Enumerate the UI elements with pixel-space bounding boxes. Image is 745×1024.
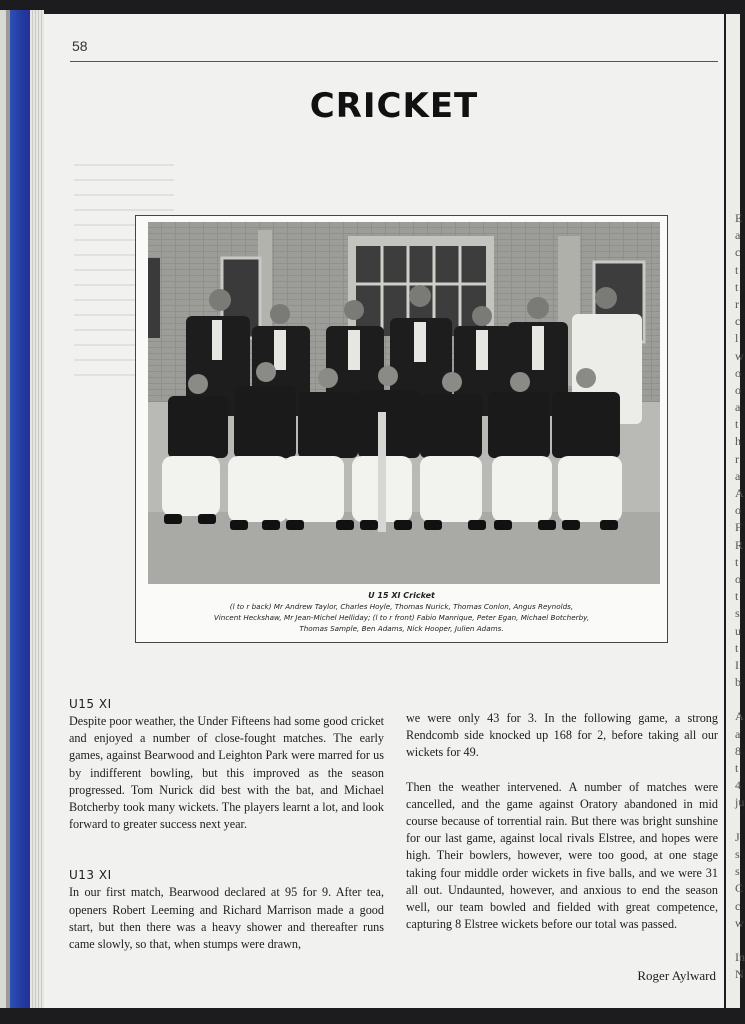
next-page-fragment: N bbox=[735, 967, 744, 982]
next-page-fragment: o bbox=[735, 571, 741, 586]
team-photo-frame bbox=[135, 215, 668, 643]
next-page-fragment: t bbox=[735, 589, 739, 604]
next-page-fragment: In bbox=[735, 950, 745, 965]
next-page-fragment: J bbox=[735, 829, 740, 844]
next-page-fragment: o bbox=[735, 365, 741, 380]
next-page-fragment: a bbox=[735, 400, 741, 415]
next-page-fragment: ju bbox=[735, 795, 745, 810]
next-page-fragment: a bbox=[735, 228, 741, 243]
next-page-edge bbox=[726, 14, 745, 1008]
next-page-fragment: s bbox=[735, 846, 740, 861]
next-page-fragment: t bbox=[735, 262, 739, 277]
next-page-fragment: E bbox=[735, 211, 743, 225]
u13-paragraph: In our first match, Bearwood declared at 95 for 9. After tea, openers Robert Leeming and Richard Marrison made a good start, but then there was a heavy shower and thereafter runs came slowly, so that, when stumps were drawn, bbox=[69, 885, 384, 952]
next-page-fragment: b bbox=[735, 675, 741, 690]
caption-title: U 15 XI Cricket bbox=[368, 591, 435, 600]
right-paragraph-2: Then the weather intervened. A number of matches were cancelled, and the game against Oratory abandoned in mid course because of torrential rain. But there was bright sunshine for our last game, against local rivals Elstree, and hopes were high. Their bowlers, however, were too good, at one stage taking four middle order wickets in five balls, and we were 31 all out. Undaunted, however, and anxious to end the season well, our team bowled and fielded with great competence, capturing 8 Elstree wickets before our total was passed. bbox=[406, 779, 718, 932]
page-stack-edge bbox=[30, 10, 44, 1008]
caption-line: (l to r back) Mr Andrew Taylor, Charles Hoyle, Thomas Nurick, Thomas Conlon, Angus Reynolds, bbox=[229, 602, 574, 611]
blue-cover-edge bbox=[10, 10, 30, 1008]
next-page-fragment: 4 bbox=[735, 778, 741, 793]
next-page-fragment: l bbox=[735, 331, 739, 346]
next-page-fragment: s bbox=[735, 864, 740, 879]
next-page-fragment: A bbox=[735, 709, 744, 724]
u15-heading: U15 XI bbox=[69, 697, 112, 711]
next-page-fragment: R bbox=[735, 537, 744, 552]
next-page-fragment: C bbox=[735, 881, 744, 896]
next-page-fragment: a bbox=[735, 726, 741, 741]
next-page-fragment: t bbox=[735, 761, 739, 775]
next-page-fragment: o bbox=[735, 503, 741, 518]
next-page-fragment: t bbox=[735, 417, 739, 432]
next-page-fragment: w bbox=[735, 915, 744, 930]
next-page-fragment: c bbox=[735, 314, 741, 329]
next-page-fragment: c bbox=[735, 245, 741, 260]
next-page-text-fragments bbox=[726, 14, 745, 983]
u15-paragraph: Despite poor weather, the Under Fifteens had some good cricket and enjoyed a number of close-fought matches. The early games, against Bearwood and Leighton Park were marred for us by indifferent bowling, but this improved as the season progressed. Tom Nurick did best with the bat, and Michael Botcherby took many wickets. The players learnt a lot, and look forward to greater success next year. bbox=[69, 714, 384, 832]
right-paragraph-1: we were only 43 for 3. In the following game, a strong Rendcomb side knocked up 168 for 2, before taking all our wickets for 49. bbox=[406, 711, 718, 760]
photo-caption bbox=[136, 590, 667, 634]
next-page-fragment: o bbox=[735, 382, 741, 397]
next-page-fragment: 8 bbox=[735, 743, 741, 758]
next-page-fragment: t bbox=[735, 279, 739, 294]
next-page-fragment: u bbox=[735, 623, 741, 638]
page-title: CRICKET bbox=[309, 86, 479, 126]
page-number: 58 bbox=[72, 38, 88, 54]
next-page-fragment: r bbox=[735, 296, 739, 311]
team-photo bbox=[148, 222, 660, 584]
next-page-fragment: r bbox=[735, 451, 739, 466]
right-column bbox=[406, 710, 718, 933]
next-page-fragment: F bbox=[735, 520, 742, 535]
caption-line: Vincent Heckshaw, Mr Jean-Michel Helliday; (l to r front) Fabio Manrique, Peter Egan, Michael Botcherby, bbox=[213, 613, 590, 622]
next-page-fragment bbox=[735, 932, 740, 949]
next-page-fragment bbox=[735, 812, 740, 829]
next-page-fragment: t bbox=[735, 554, 739, 569]
caption-line: Thomas Sample, Ben Adams, Nick Hooper, Julien Adams. bbox=[299, 624, 504, 633]
next-page-fragment: c bbox=[735, 898, 741, 913]
next-page-fragment: s bbox=[735, 606, 740, 621]
header-rule bbox=[70, 61, 718, 62]
next-page-fragment: A bbox=[735, 486, 744, 500]
u13-heading: U13 XI bbox=[69, 868, 112, 883]
next-page-fragment bbox=[735, 691, 740, 708]
next-page-fragment: a bbox=[735, 468, 741, 483]
next-page-fragment: w bbox=[735, 348, 744, 363]
magazine-page bbox=[44, 14, 724, 1008]
author-signature: Roger Aylward bbox=[637, 968, 716, 983]
next-page-fragment: h bbox=[735, 434, 741, 449]
left-column bbox=[69, 696, 384, 953]
next-page-fragment: I bbox=[735, 657, 739, 672]
next-page-fragment: t bbox=[735, 640, 739, 655]
